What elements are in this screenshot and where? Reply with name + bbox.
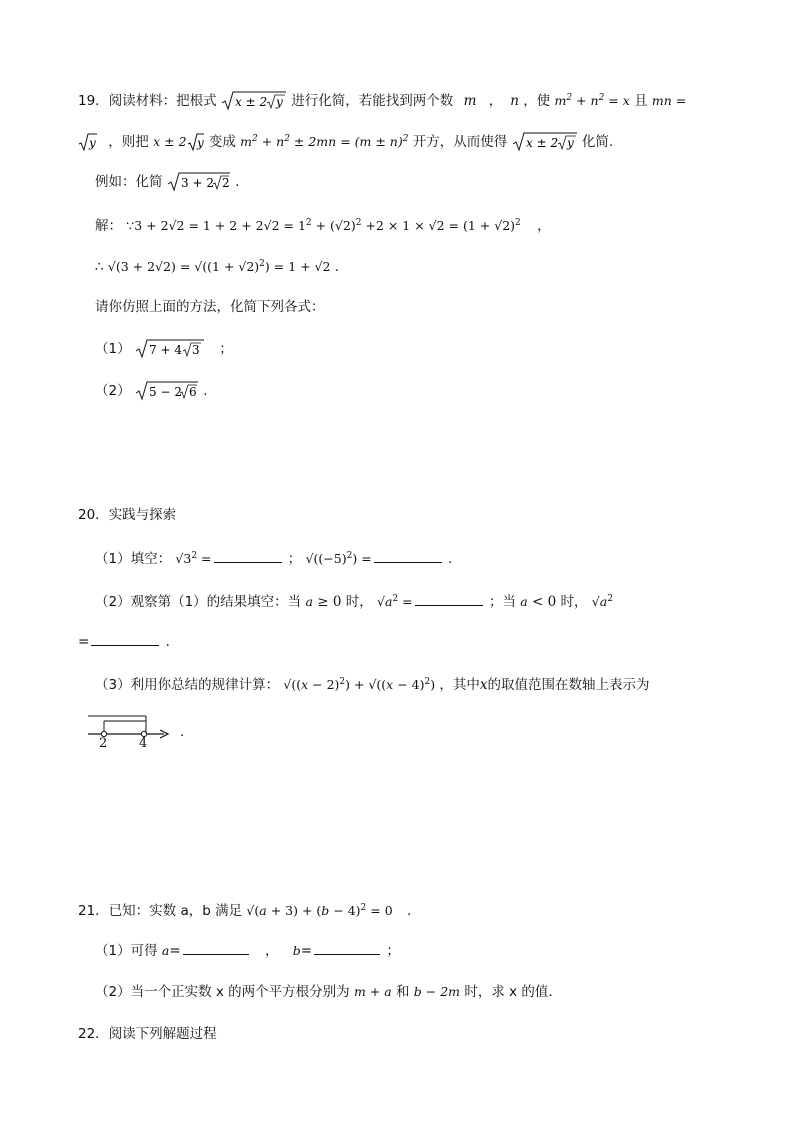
q19-therefore-symbol: ∴ — [95, 259, 104, 276]
svg-text:x ± 2: x ± 2 — [525, 136, 558, 151]
q20-part1: （1）填空： $√3^2$ = ； $√((-5)^2)$ = . — [95, 546, 452, 569]
q21-number: 21． — [78, 903, 109, 920]
q22-stem — [78, 1024, 217, 1044]
q19-example-label: 例如：化简 — [95, 174, 163, 190]
q21-text: 已知：实数 a，b 满足 — [108, 903, 243, 920]
svg-text:3: 3 — [191, 343, 200, 357]
sqrt-x-2sqrty — [221, 90, 287, 112]
svg-text:6: 6 — [188, 385, 197, 399]
answer-blank[interactable] — [183, 940, 249, 955]
svg-text:2: 2 — [221, 176, 230, 190]
q19-intro4: 且 — [634, 93, 648, 110]
q21-stem: 21．已知：实数 a，b 满足 $√(a + 3) + (b - 4)^2 = 0$ . — [78, 903, 412, 920]
q19-line1: 19．阅读材料：把根式 x ± 2 y 进行化简，若能找到两个数 m ， n ，使 $m^2 + n^2 = x$ 且 mn = — [78, 88, 686, 112]
answer-blank[interactable] — [415, 591, 483, 606]
q21-p1-label: （1）可得 — [95, 943, 158, 959]
svg-text:y: y — [196, 136, 204, 151]
q20-part2-cont: = . — [78, 631, 170, 652]
q20-p2-semi: ；当 — [488, 594, 516, 611]
q20-part3: （3）利用你总结的规律计算： $√((x - 2)^2) + √((x - 4)^2)$ ，其中x的取值范围在数轴上表示为 — [95, 677, 650, 694]
q21-p2-end: 时，求 x 的值． — [464, 984, 562, 1000]
q19-line2a: ，则把 — [108, 134, 149, 151]
answer-blank[interactable] — [374, 548, 442, 563]
q19-part2 — [95, 380, 207, 402]
q19-intro2: 进行化简，若能找到两个数 — [291, 93, 454, 110]
q19-line2: y ，则把 x ± 2 y 变成 $m^2 + n^2 \pm 2mn = (m \pm n)^2$ 开方，从而使得 x ± 2 y 化简. — [78, 129, 613, 153]
q19-instruction: 请你仿照上面的方法，化简下列各式： — [95, 299, 325, 315]
q20-part2: （2）观察第（1）的结果填空：当 a ≥ 0 时， $√a^2$ = ；当 a < 0 时， $√a^2$ — [95, 589, 613, 612]
q20-p2-label: （2）观察第（1）的结果填空：当 — [95, 594, 302, 611]
q19-p2-end: . — [203, 383, 208, 399]
answer-blank[interactable] — [314, 940, 380, 955]
svg-text:3 + 2: 3 + 2 — [180, 176, 214, 190]
q20-p3-end: ，其中 — [439, 677, 480, 694]
q20-number: 20． — [78, 507, 109, 523]
q20-title — [78, 505, 176, 525]
q21-p2-and: 和 — [396, 984, 410, 1000]
axis-label-2: 2 — [99, 736, 108, 751]
q19-therefore: ∴ $√(3 + 2√2) = √((1 + √2)^2) = 1 + √2$ . — [95, 259, 340, 276]
q20-p3-end2: 的取值范围在数轴上表示为 — [487, 677, 650, 694]
q19-intro: 阅读材料：把根式 — [108, 93, 217, 110]
q20-p2-when2: 时， — [560, 594, 588, 611]
q21-part2: （2）当一个正实数 x 的两个平方根分别为 m + a 和 b − 2m 时，求 x 的值． — [95, 984, 562, 1000]
answer-blank[interactable] — [91, 631, 159, 646]
q19-p1-end: ； — [219, 341, 233, 357]
answer-blank[interactable] — [214, 548, 282, 563]
svg-text:x ± 2: x ± 2 — [234, 95, 268, 110]
q19-intro3: ，使 — [523, 93, 551, 110]
q21-part1: （1）可得 a= ， b= ； — [95, 940, 400, 961]
q20-figure-period: . — [180, 724, 185, 740]
q20-p1-label: （1）填空： — [95, 551, 172, 568]
q19-solve-label: 解： — [95, 218, 122, 235]
q19-line2d: 化简. — [581, 134, 614, 151]
q22-number: 22． — [78, 1026, 109, 1042]
svg-text:y: y — [275, 95, 283, 110]
q20-p3-label: （3）利用你总结的规律计算： — [95, 677, 280, 694]
q19-line2c: 开方，从而使得 — [412, 134, 508, 151]
q20-p1-mid: ； — [287, 551, 302, 568]
svg-text:7 + 4: 7 + 4 — [148, 343, 182, 357]
svg-text:y: y — [566, 136, 574, 151]
number-line-figure — [86, 708, 176, 754]
q19-line2b: 变成 — [208, 134, 236, 151]
q19-solution: 解： ∵3 + $2√2 = 1 + 2 + 2√2 = 1^2 + (√2)^2 +2 \times 1 \times √2 = (1 + √2)^2$ ， — [95, 218, 551, 235]
q19-example: 例如：化简 3 + 2 2 . — [95, 174, 240, 190]
q19-p1-label: （1） — [95, 341, 131, 357]
q19-p2-label: （2） — [95, 383, 131, 399]
axis-label-4: 4 — [139, 736, 148, 751]
svg-text:5 − 2: 5 − 2 — [148, 385, 182, 399]
q21-p2-label: （2）当一个正实数 x 的两个平方根分别为 — [95, 984, 350, 1000]
q20-title-text: 实践与探索 — [108, 507, 177, 523]
q19-number: 19． — [78, 93, 109, 110]
q20-p2-when: 时， — [345, 594, 373, 611]
svg-text:y: y — [89, 136, 96, 151]
q19-part1 — [95, 338, 233, 360]
q22-text: 阅读下列解题过程 — [108, 1026, 217, 1042]
